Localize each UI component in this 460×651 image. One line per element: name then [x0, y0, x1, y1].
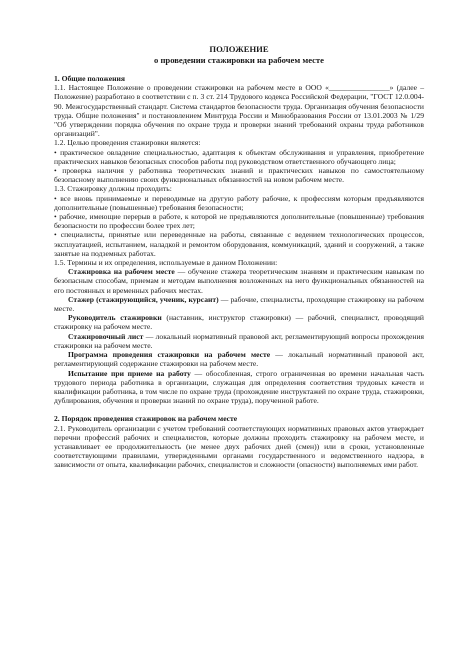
title-line-1: ПОЛОЖЕНИЕ	[209, 44, 269, 54]
paragraph-1-2: 1.2. Целью проведения стажировки является:	[54, 138, 201, 148]
term-definition	[54, 295, 424, 313]
term-name: Стажер (стажирующийся, ученик, курсант)	[68, 294, 219, 304]
bullet-1-2-b: • проверка наличия у работника теоретических знаний и практических навыков по самостоятельному безопасному выполнению своих функциональных обязанностей на новом рабочем месте.	[54, 166, 424, 185]
term-name: Программа проведения стажировки на рабочем месте	[68, 350, 271, 360]
term-name: Стажировка на рабочем месте	[68, 267, 175, 277]
term-text: — обучение стажера теоретическим знаниям и практическим навыкам по безопасным способам, приемам и методам выполнения возложенных на него функциональных обязанностей на его постоянных и временных рабочих местах.	[54, 267, 424, 295]
term-definition	[54, 350, 424, 368]
term-definition	[54, 313, 424, 331]
section-1	[54, 74, 424, 405]
document-page	[54, 44, 424, 470]
document-title	[54, 44, 424, 65]
paragraph-2-1: 2.1. Руководитель организации с учетом требований соответствующих нормативных правовых актов утверждает перечни профессий рабочих и специалистов, которые должны проходить стажировку на рабочем месте, и устанавливает ее продолжительность (не менее двух рабочих дней (смен)) или в сроки, установленные соответствующими правилами, утвержденными органами государственного и ведомственного надзора, в зависимости от опыта, квалификации рабочих, специалистов и сложности (опасности) выполняемых ими работ.	[54, 423, 424, 470]
title-line-2: о проведении стажировки на рабочем месте	[154, 54, 324, 65]
section-1-heading: 1. Общие положения	[54, 74, 125, 83]
term-definition	[54, 267, 424, 295]
term-definition	[54, 369, 424, 406]
bullet-1-3-c: • специалисты, принятые или переведенные на работы, связанные с ведением технологических процессов, эксплуатацией, испытанием, наладкой и ремонтом оборудования, коммуникаций, зданий и сооружений, а также занятые на подземных работах.	[54, 230, 424, 258]
paragraph-1-5: 1.5. Термины и их определения, используемые в данном Положении:	[54, 258, 278, 268]
term-text: — локальный нормативный правовой акт, регламентирующий вопросы прохождения стажировки на рабочем месте.	[54, 331, 424, 350]
term-name: Стажировочный лист	[68, 331, 144, 341]
term-text: — рабочие, специалисты, проходящие стажировку на рабочем месте.	[54, 294, 424, 314]
bullet-1-3-a: • все вновь принимаемые и переводимые на другую работу рабочие, к профессиям которым предъявляются дополнительные (повышенные) требования безопасности;	[54, 193, 424, 212]
section-2	[54, 414, 424, 469]
section-2-heading: 2. Порядок проведения стажировок на рабочем месте	[54, 414, 238, 424]
term-text: — обособленная, строго ограниченная во времени начальная часть трудового периода работника в организации, служащая для определения соответствия трудовых качеств и квалификации работника, в том числе по охране труда (прохождение инструктажей по охране труда, стажировки, дублирования, обучения и проверки знаний по охране труда), порученной работе.	[54, 368, 424, 406]
term-definition	[54, 332, 424, 350]
term-text: (наставник, инструктор стажировки) — рабочий, специалист, проводящий стажировку на рабочем месте.	[54, 313, 424, 332]
paragraph-1-3: 1.3. Стажировку должны проходить:	[54, 184, 172, 194]
paragraph-1-1: 1.1. Настоящее Положение о проведении стажировки на рабочем месте в ООО «________________» (далее – Положение) разработано в соответствии с п. 3 ст. 214 Трудового кодекса Российской Федерации, "ГОСТ 12.0.004-90. Межгосударственный стандарт. Система стандартов безопасности труда. Организация обучения безопасности труда. Общие положения" и постановлением Минтруда России и Минобразования России от 13.01.2003 № 1/29 "Об утверждении порядка обучения по охране труда и проверки знаний требований охраны труда работников организаций".	[54, 83, 424, 139]
bullet-1-2-a: • практическое овладение специальностью, адаптация к объектам обслуживания и управления, приобретение практических навыков безопасных способов работы под руководством ответственного обучающего лица;	[54, 147, 424, 166]
term-name: Испытание при приеме на работу	[68, 368, 191, 378]
bullet-1-3-b: • рабочие, имеющие перерыв в работе, к которой не предъявляются дополнительные (повышенные) требования безопасности по профессии более трех лет;	[54, 212, 424, 231]
term-text: — локальный нормативный правовой акт, регламентирующий содержание стажировки на рабочем месте.	[54, 350, 424, 369]
term-name: Руководитель стажировки	[68, 313, 162, 323]
